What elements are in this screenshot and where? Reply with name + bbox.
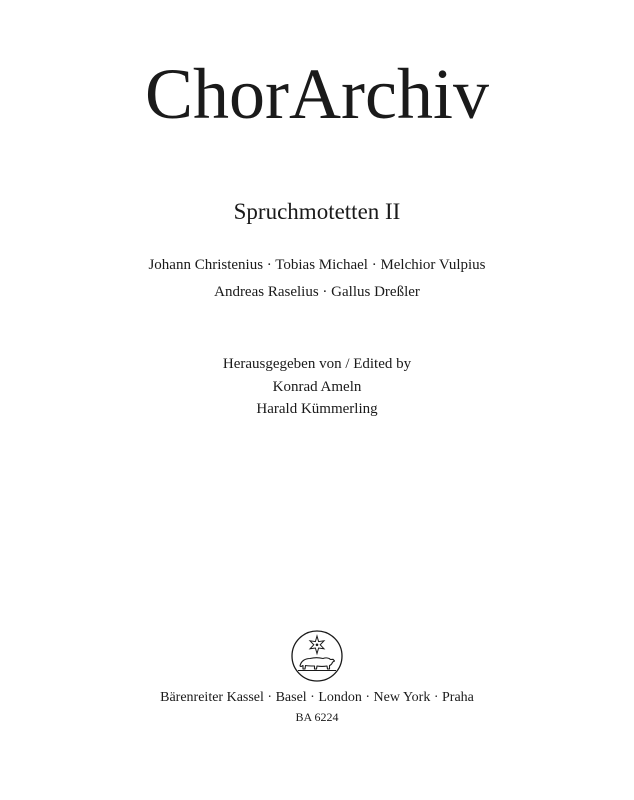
series-title: ChorArchiv [145, 54, 489, 134]
baerenreiter-logo-icon [287, 626, 347, 686]
composers-line-1: Johann Christenius · Tobias Michael · Melchior Vulpius [148, 257, 486, 273]
bear-star-seal-icon [287, 626, 347, 686]
catalog-number: BA 6224 [295, 710, 339, 724]
editor-name: Konrad Ameln [272, 379, 362, 395]
publisher-imprint: Bärenreiter Kassel · Basel · London · New York · Praha [160, 690, 474, 705]
editors-label: Herausgegeben von / Edited by [222, 356, 412, 372]
editor-name: Harald Kümmerling [256, 401, 378, 417]
composers-line-2: Andreas Raselius · Gallus Dreßler [214, 284, 420, 300]
work-title: Spruchmotetten II [233, 199, 401, 224]
